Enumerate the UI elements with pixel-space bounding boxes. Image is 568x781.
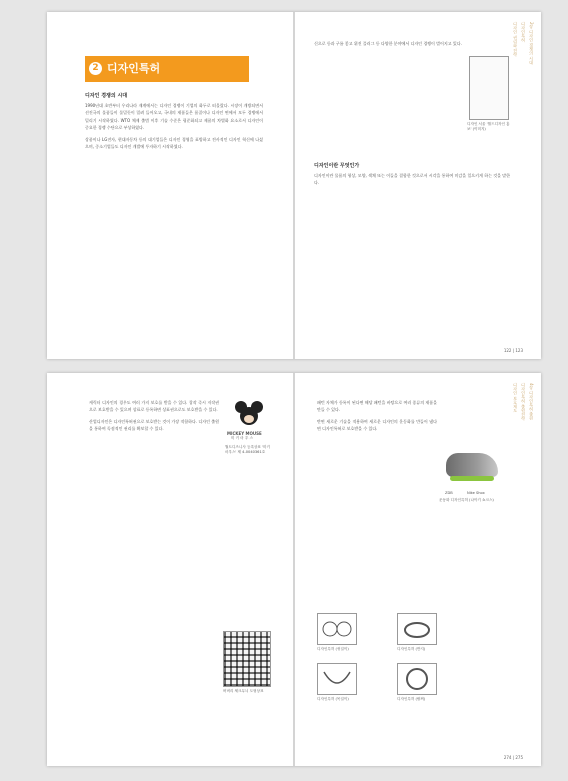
mickey-sublabel: 미 키 마 우 스 bbox=[231, 436, 253, 440]
section-number-badge: 2 bbox=[89, 62, 102, 75]
right-column-text bbox=[317, 399, 437, 599]
right-column-text bbox=[314, 162, 510, 332]
necklace-icon bbox=[318, 664, 356, 694]
mickey-mouse-icon bbox=[227, 399, 271, 429]
paragraph: 반면 새로운 기술을 적용하여 새로운 디자인의 운동화를 만들어 냈다면 디자인특허로 보호받을 수 있다. bbox=[317, 418, 437, 432]
shoe-image bbox=[446, 453, 498, 477]
page-numbers: 122 | 123 bbox=[503, 348, 523, 353]
left-column-text bbox=[89, 399, 219, 739]
earring-icon bbox=[318, 614, 356, 644]
mickey-label: MICKEY MOUSE bbox=[227, 431, 262, 436]
figure-caption: 디자인특허 (반지) bbox=[397, 647, 426, 651]
paragraph: 캐릭터 디자인의 경우도 여러 가지 보호를 받을 수 있다. 창작 즉시 저작권으로 보호받을 수 있으며 상표로 등록하면 상표권으로도 보호받을 수 있다. bbox=[89, 400, 219, 413]
design-seoul-figure bbox=[469, 56, 509, 120]
shoe-label: Nike Shox bbox=[467, 491, 485, 495]
paragraph: 상품이나 LG전자, 현대자동차 등의 대기업들은 디자인 경영을 표방하고 전사적인 디자인 혁신에 나섰으며, 중소기업들도 디자인 개발에 투자하기 시작하였다. bbox=[85, 136, 263, 150]
page-gutter bbox=[293, 373, 295, 766]
right-column-intro bbox=[314, 40, 464, 120]
shoe-figure bbox=[442, 443, 502, 491]
sidebar-item: 2장 디자인 경쟁의 시대 bbox=[529, 22, 534, 65]
figure-caption: 디자인 서울 '월드디자인 홍보' (이미지) bbox=[467, 122, 510, 131]
paragraph: 디자인이란 물품의 형상, 모양, 색채 또는 이들을 결합한 것으로서 시각을 통하여 미감을 일으키게 하는 것을 말한다. bbox=[314, 173, 510, 186]
paragraph: 패턴 자체가 등록이 된다면 해당 패턴을 바탕으로 여러 종류의 제품을 만들 수 있다. bbox=[317, 400, 437, 413]
figure-caption: 월트디즈니사 등록상표 '미키마우스' 제 4-0040361호 bbox=[225, 445, 270, 454]
shoe-sole bbox=[450, 476, 494, 481]
chapter-sidebar bbox=[513, 22, 535, 70]
jewelry-figure-4 bbox=[397, 663, 437, 695]
sidebar-item: 디자인 권리화 전략 bbox=[513, 22, 518, 57]
shoe-label: ZDB bbox=[445, 491, 453, 495]
section-heading: 디자인이란 무엇인가 bbox=[314, 163, 360, 169]
figure-caption: 디자인특허 (팔찌) bbox=[397, 697, 426, 701]
paragraph: 신으로 등과 구름 좋고 위진 플러그 등 다양한 분야에서 디자인 경쟁이 벌어지고 있다. bbox=[314, 41, 462, 46]
page-gutter bbox=[293, 12, 295, 359]
paragraph: 산업디자인은 디자인특허권으로 보호받는 것이 가장 적합하다. 디자인 출원을 통하여 독점적인 권리를 확보할 수 있다. bbox=[89, 418, 219, 432]
figure-caption: 디자인특허 (목걸이) bbox=[317, 697, 349, 701]
sidebar-item: 4장 디자인특허 출원 bbox=[529, 383, 534, 421]
ring-icon bbox=[398, 614, 436, 644]
chapter-sidebar bbox=[513, 383, 535, 426]
jewelry-figure-2 bbox=[397, 613, 437, 645]
sidebar-item: 디자인특허 bbox=[521, 22, 526, 42]
jewelry-figure-3 bbox=[317, 663, 357, 695]
figure-caption: 운동화 디자인특허 (나이키 쇼크스) bbox=[439, 498, 494, 502]
figure-caption: 버버리 체크무늬 도형상표 bbox=[223, 689, 264, 693]
section-title-band bbox=[85, 56, 249, 82]
section-title: 디자인특허 bbox=[107, 62, 161, 75]
sidebar-item: 디자인특허 출원전략 bbox=[521, 383, 526, 421]
jewelry-figure-1 bbox=[317, 613, 357, 645]
page-spread-bottom bbox=[47, 373, 541, 766]
check-pattern-figure bbox=[223, 631, 271, 687]
page-spread-top bbox=[47, 12, 541, 359]
left-column-text bbox=[85, 92, 263, 347]
sidebar-item: 디자인 보호제도 bbox=[513, 383, 518, 413]
bracelet-icon bbox=[398, 664, 436, 694]
section-heading: 디자인 경쟁의 시대 bbox=[85, 93, 128, 99]
page-numbers: 274 | 275 bbox=[503, 755, 523, 760]
figure-caption: 디자인특허 (귀걸이) bbox=[317, 647, 349, 651]
paragraph: 1990년대 초반부터 우리나라 재계에서는 디자인 경쟁이 기업의 화두로 떠올랐다. 시장이 개방되면서 선진국의 물품들이 물밀듯이 밀려 들어오고, 국내의 제품들은 품질이나 디자인 면에서 모두 경쟁에서 밀리기 시작하였다. WTO 체제 출범 이후 기술 수준은 평준화되고 제품의 차별화 요소로서 디자인이 중요한 경쟁 수단으로 부상하였다. bbox=[85, 103, 263, 131]
